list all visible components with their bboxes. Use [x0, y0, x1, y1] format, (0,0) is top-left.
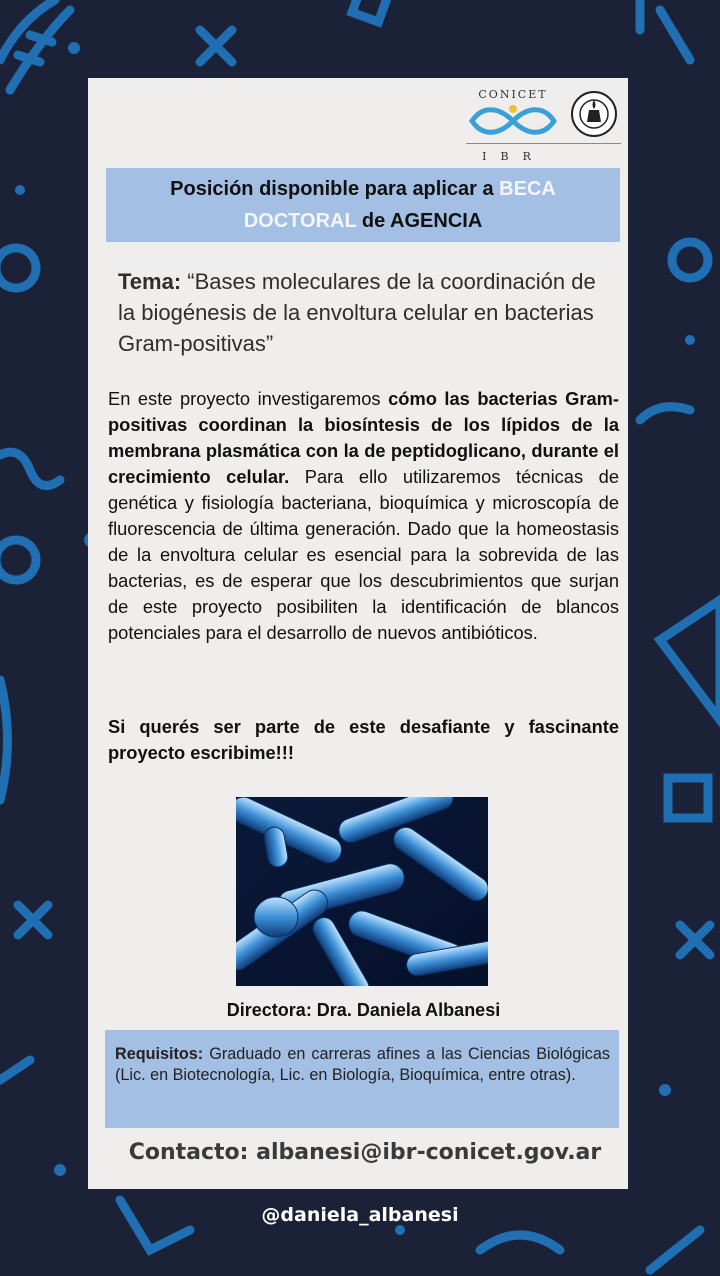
logo-divider [466, 143, 621, 144]
ibr-label: IBR [482, 150, 545, 163]
position-banner [106, 168, 620, 242]
banner-highlight-doctoral: DOCTORAL [243, 210, 357, 232]
description-intro: En este proyecto investigaremos [108, 388, 389, 409]
topic-text: “Bases moleculares de la coordinación de la biogénesis de la envoltura celular en bacterias Gram-positivas” [118, 269, 596, 356]
description-highlight: cómo las bacterias Gram-positivas coordinan la biosíntesis de los lípidos de la membrana plasmática con la de peptidoglicano, durante el crecimiento celular. [108, 388, 619, 487]
description-rest: Para ello utilizaremos técnicas de genética y fisiología bacteriana, bioquímica y microscopía de fluorescencia de última generación. Dado que la homeostasis de la envoltura celular es esencial para la sobrevida de las bacterias, es de esperar que los descubrimientos que surjan de este proyecto posibiliten la identificación de blancos potenciales para el desarrollo de nuevos antibióticos. [108, 466, 619, 643]
bacteria-image [236, 797, 488, 986]
requirements-box [105, 1030, 619, 1128]
conicet-label: CONICET [478, 88, 548, 101]
conicet-logo-icon [468, 104, 558, 138]
unr-seal-icon [570, 90, 618, 138]
requirements-text: Graduado en carreras afines a las Ciencias Biológicas (Lic. en Biotecnología, Lic. en Biología, Bioquímica, entre otras). [115, 1045, 610, 1084]
institution-logos [466, 84, 621, 168]
contact-email[interactable]: Contacto: albanesi@ibr-conicet.gov.ar [128, 1140, 602, 1165]
banner-text: Posición disponible para aplicar a [170, 178, 500, 200]
banner-highlight-beca: BECA [499, 178, 556, 200]
poster-card [88, 78, 628, 1189]
director-name: Directora: Dra. Daniela Albanesi [226, 1000, 501, 1020]
topic-label: Tema: [118, 269, 182, 294]
banner-text-agencia: de AGENCIA [356, 210, 483, 232]
requirements-label: Requisitos: [115, 1045, 204, 1063]
project-topic [118, 266, 618, 359]
project-description [108, 386, 619, 646]
call-to-action: Si querés ser parte de este desafiante y fascinante proyecto escribime!!! [108, 716, 619, 763]
social-handle[interactable]: @daniela_albanesi [261, 1204, 459, 1226]
